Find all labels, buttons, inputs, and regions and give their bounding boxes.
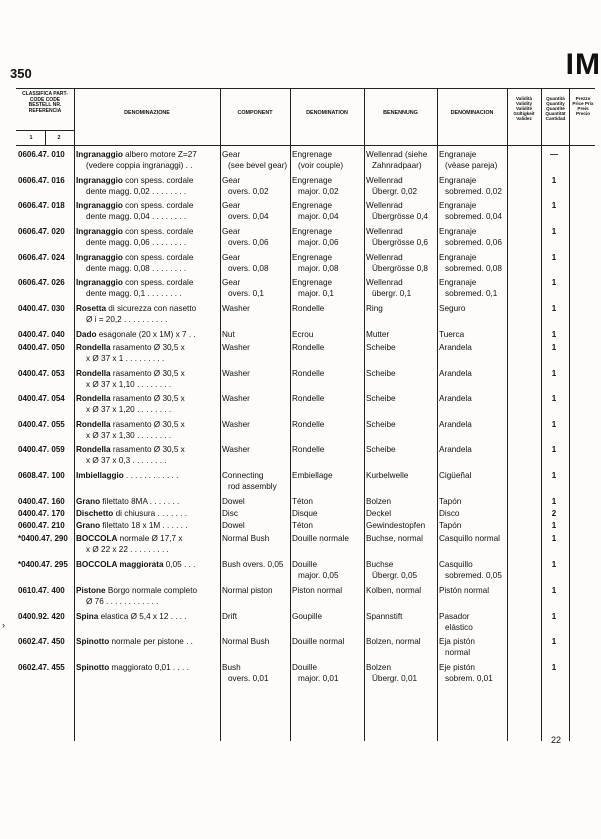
- desc-de: Buchse, normal: [366, 534, 423, 543]
- quantity: 1: [551, 201, 557, 210]
- desc-fr: Rondelle: [292, 394, 325, 403]
- desc-en: Washer: [222, 394, 250, 403]
- desc-en: Nut: [222, 330, 235, 339]
- desc-it-keyword: Rondella: [76, 420, 111, 429]
- desc-it-line1: [76, 176, 193, 187]
- desc-it-rest: rasamento Ø 30,5 x: [110, 445, 185, 454]
- part-code: 0400.47. 030: [18, 304, 65, 313]
- part-code: 0606.47. 026: [18, 278, 65, 287]
- desc-de: Scheibe: [366, 369, 396, 378]
- part-code: 0606.47. 024: [18, 253, 65, 262]
- desc-es: Eje pistón: [439, 663, 475, 672]
- desc-it-line1: [76, 343, 185, 354]
- col-header-validita: Validità Validity Validité Gültigkeit Validez: [513, 96, 535, 121]
- desc-de: Wellenrad: [366, 227, 403, 236]
- desc-it-rest: . . . . . . . . . . . .: [123, 471, 179, 480]
- desc-de: Buchse: [366, 560, 394, 569]
- desc-fr: Disque: [292, 509, 318, 518]
- desc-fr: Douille normale: [292, 534, 349, 543]
- desc-de: Scheibe: [366, 445, 396, 454]
- desc-de: Wellenrad: [366, 176, 403, 185]
- desc-it-line1: [76, 201, 193, 212]
- part-code: *0400.47. 290: [18, 534, 68, 543]
- desc-en: Bush overs. 0,05: [222, 560, 284, 569]
- desc-en: Washer: [222, 369, 250, 378]
- desc-it-line1: [76, 637, 193, 648]
- desc-fr: Embiellage: [292, 471, 333, 480]
- quantity: 1: [551, 343, 557, 352]
- quantity: 1: [551, 471, 557, 480]
- desc-fr: Téton: [292, 497, 313, 506]
- col-divider: [74, 88, 75, 741]
- desc-it-keyword: Rosetta: [76, 304, 107, 313]
- desc-de: Gewindestopfen: [366, 521, 426, 530]
- desc-es-line2: sobrem. 0,01: [445, 674, 493, 683]
- desc-it-rest: rasamento Ø 30,5 x: [110, 394, 185, 403]
- desc-fr: Douille normal: [292, 637, 345, 646]
- part-code: 0602.47. 455: [18, 663, 65, 672]
- desc-it-keyword: BOCCOLA: [76, 534, 118, 543]
- desc-it-line1: [76, 227, 193, 238]
- desc-fr: Rondelle: [292, 445, 325, 454]
- quantity: 1: [551, 586, 557, 595]
- desc-it-line2: x Ø 22 x 22 . . . . . . . . .: [86, 545, 169, 554]
- desc-it-line2: dente magg. 0,04 . . . . . . . .: [86, 212, 187, 221]
- desc-fr: Rondelle: [292, 420, 325, 429]
- desc-en: Gear: [222, 150, 241, 159]
- desc-en: Disc: [222, 509, 238, 518]
- quantity: 1: [551, 253, 557, 262]
- desc-it-rest: 0,05 . . .: [163, 560, 196, 569]
- desc-en: Connecting: [222, 471, 264, 480]
- desc-it-line2: x Ø 37 x 0,3 . . . . . . . .: [86, 456, 167, 465]
- desc-it-rest: filettato 8MA . . . . . . .: [100, 497, 180, 506]
- desc-en-line2: overs. 0,04: [228, 212, 269, 221]
- desc-de: Wellenrad: [366, 253, 403, 262]
- quantity: 2: [551, 509, 557, 518]
- brand-mark: IM: [565, 48, 601, 81]
- col-divider: [507, 88, 508, 741]
- desc-fr: Rondelle: [292, 343, 325, 352]
- desc-it-line1: [76, 509, 187, 520]
- desc-en: Gear: [222, 253, 241, 262]
- quantity: 1: [551, 278, 557, 287]
- col-header-code: CLASSIFICA PART-CODE CODE BESTELL NR. REFERENCIA: [22, 91, 68, 114]
- desc-es-line2: sobremed. 0,04: [445, 212, 502, 221]
- desc-it-keyword: Spina: [76, 612, 99, 621]
- desc-it-keyword: Rondella: [76, 394, 111, 403]
- desc-de: Bolzen: [366, 663, 392, 672]
- col-header-denominazione: DENOMINAZIONE: [124, 110, 170, 116]
- desc-it-rest: filettato 18 x 1M . . . . . .: [100, 521, 188, 530]
- desc-de-line2: Übergr. 0,05: [372, 571, 418, 580]
- desc-fr: Engrenage: [292, 176, 333, 185]
- desc-it-line1: [76, 420, 185, 431]
- desc-es-line2: sobremed. 0,1: [445, 289, 498, 298]
- desc-de: Mutter: [366, 330, 390, 339]
- quantity: 1: [551, 176, 557, 185]
- quantity: 1: [551, 227, 557, 236]
- desc-es-line2: elástico: [445, 623, 473, 632]
- quantity: 1: [551, 394, 557, 403]
- desc-fr: Rondelle: [292, 304, 325, 313]
- desc-es: Tapón: [439, 521, 462, 530]
- desc-it-rest: elastica Ø 5,4 x 12 . . . .: [98, 612, 187, 621]
- desc-en: Normal Bush: [222, 637, 270, 646]
- desc-it-rest: rasamento Ø 30,5 x: [110, 343, 185, 352]
- desc-de: Wellenrad (siehe: [366, 150, 428, 159]
- desc-it-keyword: Grano: [76, 521, 101, 530]
- desc-es: Seguro: [439, 304, 466, 313]
- desc-it-line2: x Ø 37 x 1 . . . . . . . . .: [86, 354, 165, 363]
- desc-es-line2: (vèase pareja): [445, 161, 498, 170]
- desc-en: Dowel: [222, 497, 245, 506]
- header-bottom-rule: [16, 145, 595, 146]
- desc-fr-line2: major. 0,04: [298, 212, 339, 221]
- desc-es-line2: sobremed. 0,08: [445, 264, 502, 273]
- quantity: 1: [551, 330, 557, 339]
- desc-es: Arandela: [439, 369, 472, 378]
- desc-it-line1: [76, 663, 189, 674]
- desc-it-line1: [76, 150, 197, 161]
- desc-it-rest: albero motore Z=27: [122, 150, 197, 159]
- desc-it-line1: [76, 471, 178, 482]
- desc-de: Scheibe: [366, 394, 396, 403]
- desc-it-keyword: Dado: [76, 330, 97, 339]
- desc-en-line2: overs. 0,02: [228, 187, 269, 196]
- desc-it-line1: [76, 330, 196, 341]
- part-code: 0606.47. 016: [18, 176, 65, 185]
- desc-en-line2: rod assembly: [228, 482, 277, 491]
- quantity: 1: [551, 637, 557, 646]
- col-divider: [569, 88, 570, 741]
- desc-de-line2: Übergr. 0,02: [372, 187, 418, 196]
- col-header-denominacion: DENOMINACION: [450, 110, 494, 116]
- desc-en: Normal Bush: [222, 534, 270, 543]
- desc-fr-line2: major. 0,02: [298, 187, 339, 196]
- desc-es: Cigüeñal: [439, 471, 472, 480]
- desc-it-rest: con spess. cordale: [122, 253, 194, 262]
- quantity: —: [550, 150, 558, 159]
- desc-en-line2: overs. 0,1: [228, 289, 264, 298]
- desc-it-line2: (vedere coppia ingranaggi) . .: [86, 161, 193, 170]
- desc-it-rest: con spess. cordale: [122, 176, 194, 185]
- desc-de: Deckel: [366, 509, 392, 518]
- desc-es: Tuerca: [439, 330, 465, 339]
- desc-it-rest: con spess. cordale: [122, 227, 194, 236]
- desc-it-line2: x Ø 37 x 1,10 . . . . . . . .: [86, 380, 172, 389]
- quantity: 1: [551, 560, 557, 569]
- margin-mark: ›: [2, 620, 5, 630]
- code-sub-rule: [16, 130, 74, 131]
- desc-it-rest: di chiusura . . . . . . .: [113, 509, 188, 518]
- desc-es: Eja pistón: [439, 637, 475, 646]
- col-header-denomination: DENOMINATION: [306, 110, 348, 116]
- desc-de-line2: übergr. 0,1: [372, 289, 412, 298]
- desc-it-line1: [76, 253, 193, 264]
- desc-de: Kolben, normal: [366, 586, 422, 595]
- desc-es: Tapón: [439, 497, 462, 506]
- desc-en: Bush: [222, 663, 241, 672]
- desc-it-keyword: BOCCOLA maggiorata: [76, 560, 164, 569]
- desc-es: Disco: [439, 509, 460, 518]
- desc-en-line2: overs. 0,06: [228, 238, 269, 247]
- desc-it-rest: esagonale (20 x 1M) x 7 . .: [96, 330, 196, 339]
- desc-fr: Piston normal: [292, 586, 343, 595]
- desc-fr-line2: major. 0,05: [298, 571, 339, 580]
- page-number: 350: [10, 66, 32, 81]
- col-divider: [364, 88, 365, 741]
- desc-it-keyword: Ingranaggio: [76, 278, 123, 287]
- desc-de: Bolzen: [366, 497, 392, 506]
- desc-it-keyword: Rondella: [76, 343, 111, 352]
- col-divider: [437, 88, 438, 741]
- part-code: 0606.47. 018: [18, 201, 65, 210]
- desc-es: Arandela: [439, 445, 472, 454]
- desc-it-line2: dente magg. 0,02 . . . . . . . .: [86, 187, 187, 196]
- desc-es: Engranaje: [439, 176, 477, 185]
- desc-fr-line2: major. 0,08: [298, 264, 339, 273]
- desc-de-line2: Übergrösse 0,8: [372, 264, 428, 273]
- desc-fr: Douille: [292, 663, 318, 672]
- desc-it-line2: Ø i = 20,2 . . . . . . . . . .: [86, 315, 168, 324]
- part-code: 0608.47. 100: [18, 471, 65, 480]
- desc-en: Gear: [222, 176, 241, 185]
- quantity: 1: [551, 663, 557, 672]
- desc-en: Drift: [222, 612, 238, 621]
- desc-de: Scheibe: [366, 420, 396, 429]
- desc-es: Casquillo: [439, 560, 473, 569]
- desc-it-keyword: Rondella: [76, 445, 111, 454]
- desc-de-line2: Übergr. 0,01: [372, 674, 418, 683]
- desc-es: Arandela: [439, 420, 472, 429]
- desc-fr: Téton: [292, 521, 313, 530]
- desc-it-line2: Ø 76 . . . . . . . . . . . .: [86, 597, 159, 606]
- quantity: 1: [551, 497, 557, 506]
- desc-it-keyword: Pistone: [76, 586, 106, 595]
- desc-de: Spannstift: [366, 612, 403, 621]
- desc-it-keyword: Dischetto: [76, 509, 114, 518]
- desc-de: Wellenrad: [366, 201, 403, 210]
- desc-es-line2: sobremed. 0,05: [445, 571, 502, 580]
- part-code: 0400.47. 170: [18, 509, 65, 518]
- part-code: *0400.47. 295: [18, 560, 68, 569]
- desc-de: Bolzen, normal: [366, 637, 421, 646]
- desc-it-keyword: Ingranaggio: [76, 227, 123, 236]
- desc-de: Scheibe: [366, 343, 396, 352]
- desc-en: Washer: [222, 343, 250, 352]
- quantity: 1: [551, 369, 557, 378]
- desc-es: Arandela: [439, 394, 472, 403]
- quantity: 1: [551, 304, 557, 313]
- desc-fr: Engrenage: [292, 278, 333, 287]
- desc-fr: Engrenage: [292, 201, 333, 210]
- desc-de: Ring: [366, 304, 383, 313]
- footer-number: 22: [551, 735, 562, 745]
- desc-it-rest: rasamento Ø 30,5 x: [110, 420, 185, 429]
- col-divider: [220, 88, 221, 741]
- desc-fr: Douille: [292, 560, 318, 569]
- desc-it-line1: [76, 394, 185, 405]
- desc-es: Arandela: [439, 343, 472, 352]
- part-code: 0606.47. 010: [18, 150, 65, 159]
- desc-it-keyword: Rondella: [76, 369, 111, 378]
- desc-fr-line2: (voir couple): [298, 161, 344, 170]
- desc-it-rest: Borgo normale completo: [105, 586, 198, 595]
- desc-it-keyword: Spinotto: [76, 663, 110, 672]
- part-code: 0400.47. 040: [18, 330, 65, 339]
- desc-fr-line2: major. 0,01: [298, 674, 339, 683]
- desc-it-keyword: Ingranaggio: [76, 201, 123, 210]
- col-header-quantita: Quantità Quantity Quantité Quantität Cantidad: [545, 96, 566, 121]
- desc-de: Wellenrad: [366, 278, 403, 287]
- desc-fr: Ecrou: [292, 330, 314, 339]
- desc-fr: Goupille: [292, 612, 323, 621]
- desc-it-keyword: Ingranaggio: [76, 150, 123, 159]
- desc-it-rest: con spess. cordale: [122, 278, 194, 287]
- desc-en: Gear: [222, 278, 241, 287]
- desc-en-line2: overs. 0,01: [228, 674, 269, 683]
- desc-en: Dowel: [222, 521, 245, 530]
- part-code: 0400.47. 059: [18, 445, 65, 454]
- part-code: 0606.47. 020: [18, 227, 65, 236]
- desc-es: Engranaje: [439, 150, 477, 159]
- desc-it-line1: [76, 445, 185, 456]
- part-code: 0400.47. 054: [18, 394, 65, 403]
- part-code: 0400.92. 420: [18, 612, 65, 621]
- desc-it-line1: [76, 534, 182, 545]
- desc-it-rest: di sicurezza con nasetto: [106, 304, 197, 313]
- desc-fr-line2: major. 0,1: [298, 289, 334, 298]
- part-code: 0600.47. 210: [18, 521, 65, 530]
- desc-it-keyword: Ingranaggio: [76, 176, 123, 185]
- desc-en: Normal piston: [222, 586, 273, 595]
- desc-en: Washer: [222, 445, 250, 454]
- col-header-prezzo: Prezzo Price Prix Preis Precio: [572, 96, 594, 116]
- part-code: 0602.47. 450: [18, 637, 65, 646]
- col-divider: [541, 88, 542, 741]
- desc-it-keyword: Ingranaggio: [76, 253, 123, 262]
- desc-it-rest: normale Ø 17,7 x: [117, 534, 183, 543]
- desc-de: Kurbelwelle: [366, 471, 409, 480]
- col-divider: [290, 88, 291, 741]
- desc-it-line2: x Ø 37 x 1,20 . . . . . . . .: [86, 405, 172, 414]
- desc-it-line2: dente magg. 0,06 . . . . . . . .: [86, 238, 187, 247]
- desc-it-keyword: Spinotto: [76, 637, 110, 646]
- quantity: 1: [551, 445, 557, 454]
- col-header-component: COMPONENT: [237, 110, 273, 116]
- header-top-rule: [16, 88, 595, 89]
- part-code: 0400.47. 050: [18, 343, 65, 352]
- desc-it-line1: [76, 612, 187, 623]
- desc-de-line2: Zahnradpaar): [372, 161, 422, 170]
- desc-it-rest: normale per pistone . .: [109, 637, 193, 646]
- desc-es-line2: normal: [445, 648, 471, 657]
- desc-it-rest: con spess. cordale: [122, 201, 194, 210]
- desc-it-rest: rasamento Ø 30,5 x: [110, 369, 185, 378]
- quantity: 1: [551, 534, 557, 543]
- desc-es-line2: sobremed. 0,02: [445, 187, 502, 196]
- desc-es: Casquillo normal: [439, 534, 500, 543]
- part-code: 0400.47. 055: [18, 420, 65, 429]
- desc-en: Washer: [222, 420, 250, 429]
- desc-it-line1: [76, 278, 193, 289]
- desc-it-line1: [76, 304, 196, 315]
- code-sub-2: 2: [57, 135, 61, 141]
- desc-it-rest: maggiorato 0,01 . . . .: [109, 663, 189, 672]
- part-code: 0400.47. 053: [18, 369, 65, 378]
- desc-it-line2: x Ø 37 x 1,30 . . . . . . . .: [86, 431, 172, 440]
- desc-en-line2: overs. 0,08: [228, 264, 269, 273]
- desc-it-keyword: Imbiellaggio: [76, 471, 124, 480]
- part-code: 0610.47. 400: [18, 586, 65, 595]
- desc-fr: Engrenage: [292, 150, 333, 159]
- desc-en: Washer: [222, 304, 250, 313]
- desc-en-line2: (see bevel gear): [228, 161, 288, 170]
- desc-en: Gear: [222, 227, 241, 236]
- desc-es: Engranaje: [439, 201, 477, 210]
- desc-de-line2: Übergrösse 0,4: [372, 212, 428, 221]
- desc-it-line1: [76, 521, 188, 532]
- desc-it-line1: [76, 369, 185, 380]
- desc-es: Pasador: [439, 612, 470, 621]
- desc-it-line1: [76, 497, 179, 508]
- desc-es: Engranaje: [439, 278, 477, 287]
- desc-it-line1: [76, 586, 197, 597]
- desc-es: Engranaje: [439, 253, 477, 262]
- desc-it-keyword: Grano: [76, 497, 101, 506]
- code-sub-1: 1: [29, 135, 33, 141]
- desc-en: Gear: [222, 201, 241, 210]
- part-code: 0400.47. 160: [18, 497, 65, 506]
- quantity: 1: [551, 420, 557, 429]
- col-header-benennung: BENENNUNG: [383, 110, 418, 116]
- desc-de-line2: Übergrösse 0,6: [372, 238, 428, 247]
- desc-fr: Rondelle: [292, 369, 325, 378]
- desc-it-line2: dente magg. 0,1 . . . . . . . .: [86, 289, 182, 298]
- desc-es-line2: sobremed. 0,06: [445, 238, 502, 247]
- desc-fr: Engrenage: [292, 227, 333, 236]
- desc-es: Engranaje: [439, 227, 477, 236]
- desc-it-line2: dente magg. 0,08 . . . . . . . .: [86, 264, 187, 273]
- desc-it-line1: [76, 560, 195, 571]
- desc-fr-line2: major. 0,06: [298, 238, 339, 247]
- quantity: 1: [551, 612, 557, 621]
- quantity: 1: [551, 521, 557, 530]
- desc-fr: Engrenage: [292, 253, 333, 262]
- desc-es: Pistón normal: [439, 586, 490, 595]
